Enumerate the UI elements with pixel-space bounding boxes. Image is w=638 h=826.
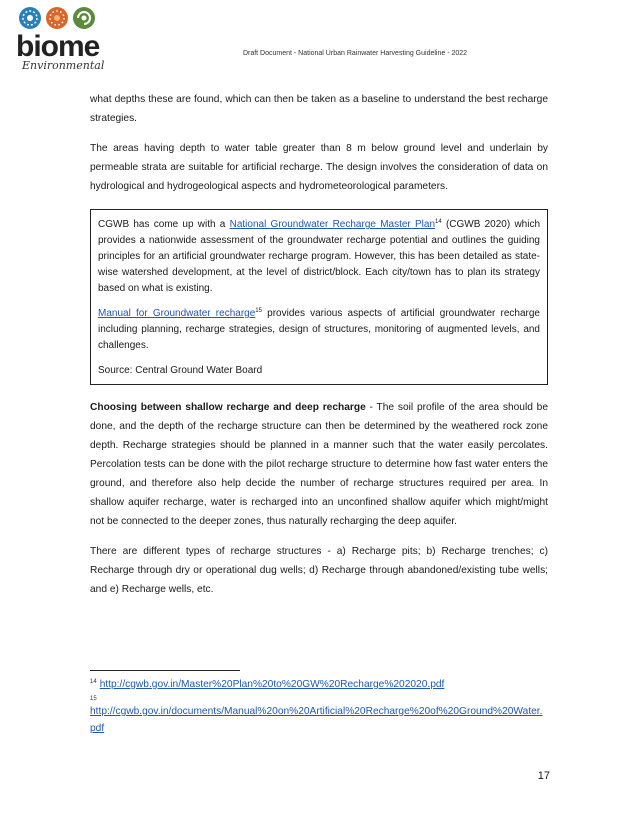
logo-green-circle-icon bbox=[72, 6, 96, 30]
box-p2-text: provides various aspects of artificial groundwater recharge including planning, recharge strategies, design of structures, monitoring of augmented levels, and challenges. bbox=[98, 308, 540, 351]
footnote-15-number: 15 bbox=[90, 696, 97, 702]
logo-subtitle: Environmental bbox=[22, 59, 105, 72]
box-paragraph-manual bbox=[98, 306, 540, 354]
master-plan-link[interactable]: National Groundwater Recharge Master Plan bbox=[229, 219, 436, 230]
paragraph-shallow-deep-text: - The soil profile of the area should be done, and the depth of the recharge structure can then be determined by the weathered rock zone depth. Recharge strategies should be planned in a manner such that the water easily percolates. Percolation tests can be done with the pilot recharge structure to determine how fast water enters the ground, and therefore also help decide the number of recharge structures required per area. In shallow aquifer recharge, water is recharged into an unconfined shallow aquifer which might/might not be connected to the deeper zones, thus naturally recharging the deep aquifer. bbox=[90, 402, 549, 527]
biome-logo bbox=[10, 6, 105, 86]
footnote-15-link[interactable]: http://cgwb.gov.in/documents/Manual%20on%20Artificial%20Recharge%20of%20Ground%20Water.pdf bbox=[90, 706, 543, 734]
box-paragraph-master-plan bbox=[98, 217, 540, 297]
paragraph-shallow-deep-heading: Choosing between shallow recharge and deep recharge bbox=[90, 402, 366, 413]
footnote-ref-14[interactable]: 14 bbox=[435, 219, 442, 225]
footnote-14-link[interactable]: http://cgwb.gov.in/Master%20Plan%20to%20GW%20Recharge%202020.pdf bbox=[99, 679, 445, 690]
footnotes bbox=[90, 676, 548, 737]
logo-circles bbox=[18, 6, 100, 30]
cgwb-info-box bbox=[90, 209, 548, 385]
logo-blue-circle-icon bbox=[18, 6, 42, 30]
logo-orange-circle-icon bbox=[45, 6, 69, 30]
footnote-15 bbox=[90, 695, 548, 737]
footnote-ref-15[interactable]: 15 bbox=[255, 308, 262, 314]
paragraph-depth: The areas having depth to water table greater than 8 m below ground level and underlain by permeable strata are suitable for artificial recharge. The design involves the consideration of data on hydrological and hydrogeological aspects and hydrometeorological parameters. bbox=[90, 143, 548, 192]
paragraph-shallow-deep bbox=[90, 398, 548, 531]
footnote-14 bbox=[90, 676, 548, 693]
page-number: 17 bbox=[537, 770, 550, 782]
logo-wordmark: biome bbox=[16, 30, 100, 63]
manual-recharge-link[interactable]: Manual for Groundwater recharge bbox=[98, 308, 256, 319]
paragraph-structure-types: There are different types of recharge structures - a) Recharge pits; b) Recharge trenches; c) Recharge through dry or operational dug wells; d) Recharge through abandoned/existing tube wells; and e) Recharge wells, etc. bbox=[90, 546, 548, 595]
document-header-title: Draft Document - National Urban Rainwater Harvesting Guideline - 2022 bbox=[242, 50, 468, 57]
box-p1-text: (CGWB 2020) which provides a nationwide assessment of the groundwater recharge potential and outlines the guiding principles for an artificial groundwater recharge program. However, this has been detailed as state-wise watershed development, at the level of district/block. Each city/town has to plan its strategy based on what is existing. bbox=[98, 219, 541, 294]
footnote-divider bbox=[90, 670, 240, 671]
page-body bbox=[90, 90, 548, 599]
box-p1-prefix: CGWB has come up with a bbox=[98, 219, 230, 230]
box-source: Source: Central Ground Water Board bbox=[98, 365, 263, 376]
footnote-14-number: 14 bbox=[90, 679, 97, 685]
paragraph-intro: what depths these are found, which can then be taken as a baseline to understand the best recharge strategies. bbox=[90, 94, 548, 124]
